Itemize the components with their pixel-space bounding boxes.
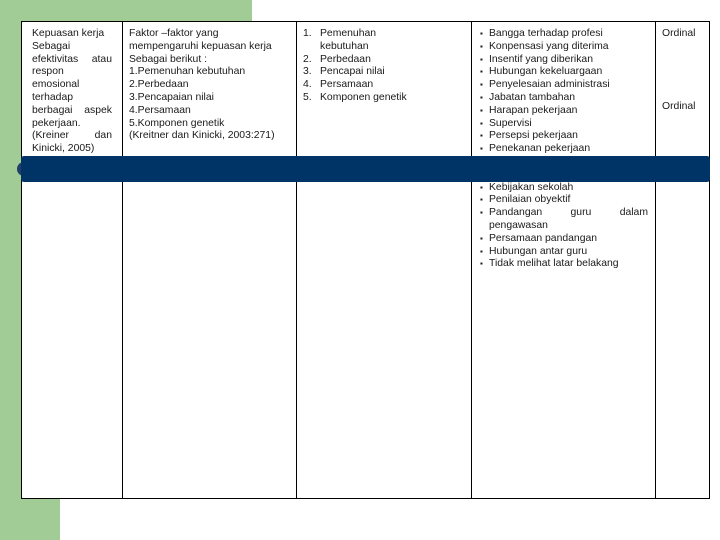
indicator-item: ▪ Pandangan guru dalam pengawasan	[480, 207, 648, 231]
indicator-item: ▪ Harapan pekerjaan	[480, 104, 578, 116]
indicator-item: ▪ Persamaan pandangan	[480, 232, 598, 244]
factors-line: 5.Komponen genetik	[129, 117, 225, 129]
column-divider	[122, 22, 123, 498]
bullet-icon: ▪	[480, 182, 483, 192]
factors-line: 4.Persamaan	[129, 104, 191, 116]
indicator-item: ▪ Konpensasi yang diterima	[480, 40, 609, 52]
indicator-table	[21, 21, 710, 499]
factors-line: mempengaruhi kepuasan kerja	[129, 40, 272, 52]
definition-line: (Kreiner dan	[32, 130, 112, 142]
scale-label: Ordinal	[662, 101, 696, 112]
dimension-item: 3. Pencapai nilai	[303, 66, 385, 78]
bullet-icon: ▪	[480, 131, 483, 141]
factors-line: Sebagai berikut :	[129, 53, 207, 65]
indicator-item: ▪ Hubungan antar guru	[480, 245, 588, 257]
indicator-item: ▪ Jabatan tambahan	[480, 91, 576, 103]
indicator-item: ▪ Bangga terhadap profesi	[480, 28, 603, 39]
indicator-item: ▪ Persepsi pekerjaan	[480, 130, 578, 142]
bullet-icon: ▪	[480, 208, 483, 218]
bullet-icon: ▪	[480, 29, 483, 38]
definition-line: efektivitas atau	[32, 53, 112, 65]
bullet-icon: ▪	[480, 67, 483, 77]
indicator-item: ▪ Hubungan kekeluargaan	[480, 66, 603, 78]
bullet-icon: ▪	[480, 144, 483, 154]
indicator-item: ▪ Insentif yang diberikan	[480, 53, 593, 65]
factors-cell	[129, 28, 297, 143]
definition-line: berbagai aspek	[32, 104, 112, 116]
column-divider	[471, 22, 472, 498]
dimension-item: 2. Perbedaan	[303, 53, 371, 65]
definition-line: terhadap	[32, 91, 74, 103]
decor-navy-bar	[21, 156, 710, 182]
bullet-icon: ▪	[480, 105, 483, 115]
indicator-item: ▪ Penilaian obyektif	[480, 194, 571, 206]
bullet-icon: ▪	[480, 233, 483, 243]
dimension-item: 4. Persamaan	[303, 79, 374, 91]
factors-line: Faktor –faktor yang	[129, 28, 219, 39]
definition-cell	[32, 28, 112, 156]
indicator-item: ▪ Kebijakan sekolah	[480, 181, 574, 193]
indicator-item: ▪ Supervisi	[480, 117, 532, 129]
definition-line: respon	[32, 66, 64, 78]
definition-line: Sebagai	[32, 40, 71, 52]
bullet-icon: ▪	[480, 259, 483, 269]
scale-label: Ordinal	[662, 28, 696, 39]
factors-line: 3.Pencapaian nilai	[129, 91, 214, 103]
bullet-icon: ▪	[480, 80, 483, 90]
factors-line: 2.Perbedaan	[129, 79, 189, 91]
factors-line: (Kreitner dan Kinicki, 2003:271)	[129, 130, 275, 142]
indicator-item: ▪ Penekanan pekerjaan	[480, 143, 591, 155]
bullet-icon: ▪	[480, 246, 483, 256]
definition-line: pekerjaan.	[32, 117, 81, 129]
indicators-cell	[480, 28, 648, 271]
factors-line: 1.Pemenuhan kebutuhan	[129, 66, 246, 78]
bullet-icon: ▪	[480, 54, 483, 64]
definition-line: emosional	[32, 79, 80, 91]
indicator-item: ▪ Tidak melihat latar belakang	[480, 258, 619, 270]
dimension-item: 5. Komponen genetik	[303, 91, 407, 103]
dimension-item: 1. Pemenuhan kebutuhan	[303, 28, 377, 52]
column-divider	[655, 22, 656, 498]
bullet-icon: ▪	[480, 195, 483, 205]
definition-line: Kepuasan kerja	[32, 28, 105, 39]
dimensions-cell	[303, 28, 433, 105]
definition-line: Kinicki, 2005)	[32, 143, 95, 155]
bullet-icon: ▪	[480, 92, 483, 102]
bullet-icon: ▪	[480, 41, 483, 51]
bullet-icon: ▪	[480, 118, 483, 128]
indicator-item: ▪ Penyelesaian administrasi	[480, 79, 610, 91]
